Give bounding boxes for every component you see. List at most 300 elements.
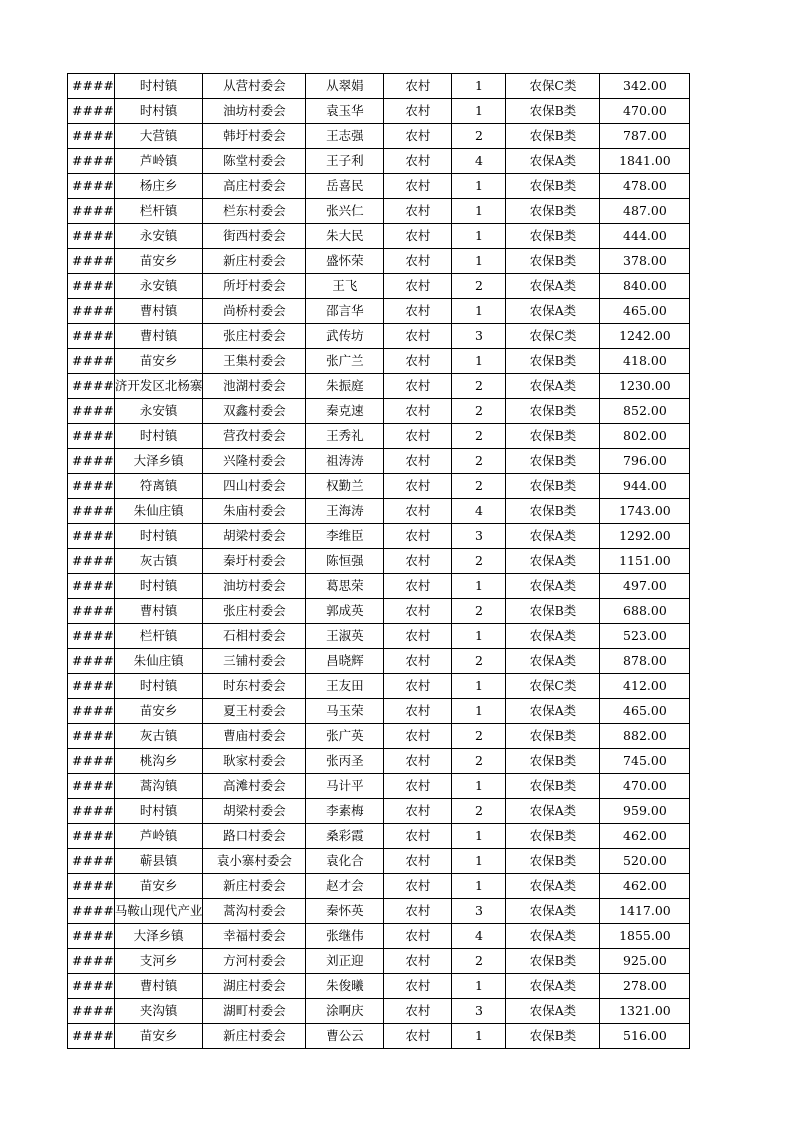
village-committee-cell: 夏王村委会 [203,699,306,724]
village-committee-cell: 蒿沟村委会 [203,899,306,924]
person-name-cell: 张继伟 [306,924,384,949]
insurance-class-cell: 农保A类 [506,524,600,549]
person-name-cell: 朱俊曦 [306,974,384,999]
insurance-class-cell: 农保A类 [506,549,600,574]
record-id-cell: #### [68,224,115,249]
amount-cell: 1743.00 [600,499,690,524]
insurance-class-cell: 农保B类 [506,774,600,799]
table-row [68,1024,690,1049]
amount-cell: 470.00 [600,774,690,799]
town-cell: 蒿沟镇 [114,774,203,799]
village-committee-cell: 兴隆村委会 [203,449,306,474]
person-name-cell: 昌晓辉 [306,649,384,674]
town-cell: 永安镇 [114,274,203,299]
town-cell: 曹村镇 [114,599,203,624]
village-committee-cell: 路口村委会 [203,824,306,849]
area-type-cell: 农村 [384,149,452,174]
insurance-class-cell: 农保B类 [506,424,600,449]
record-id-cell: #### [68,874,115,899]
table-row [68,274,690,299]
person-name-cell: 张丙圣 [306,749,384,774]
village-committee-cell: 营孜村委会 [203,424,306,449]
town-cell: 蕲县镇 [114,849,203,874]
table-row [68,299,690,324]
table-row [68,999,690,1024]
table-row [68,924,690,949]
amount-cell: 796.00 [600,449,690,474]
town-cell: 时村镇 [114,524,203,549]
table-row [68,949,690,974]
household-count-cell: 2 [452,599,506,624]
record-id-cell: #### [68,399,115,424]
area-type-cell: 农村 [384,949,452,974]
town-cell: 时村镇 [114,424,203,449]
insurance-class-cell: 农保B类 [506,124,600,149]
amount-cell: 470.00 [600,99,690,124]
area-type-cell: 农村 [384,249,452,274]
insurance-class-cell: 农保A类 [506,149,600,174]
table-row [68,199,690,224]
record-id-cell: #### [68,474,115,499]
village-committee-cell: 新庄村委会 [203,1024,306,1049]
village-committee-cell: 王集村委会 [203,349,306,374]
insurance-class-cell: 农保B类 [506,224,600,249]
person-name-cell: 张广兰 [306,349,384,374]
amount-cell: 462.00 [600,874,690,899]
person-name-cell: 朱大民 [306,224,384,249]
person-name-cell: 曹公云 [306,1024,384,1049]
record-id-cell: #### [68,374,115,399]
area-type-cell: 农村 [384,724,452,749]
amount-cell: 787.00 [600,124,690,149]
record-id-cell: #### [68,274,115,299]
town-cell: 时村镇 [114,74,203,99]
village-committee-cell: 袁小寨村委会 [203,849,306,874]
area-type-cell: 农村 [384,499,452,524]
household-count-cell: 1 [452,224,506,249]
village-committee-cell: 街西村委会 [203,224,306,249]
table-row [68,599,690,624]
household-count-cell: 2 [452,474,506,499]
town-cell: 永安镇 [114,399,203,424]
table-row [68,349,690,374]
town-cell: 济开发区北杨寨 [114,374,203,399]
village-committee-cell: 秦圩村委会 [203,549,306,574]
person-name-cell: 葛思荣 [306,574,384,599]
town-cell: 时村镇 [114,99,203,124]
table-row [68,224,690,249]
household-count-cell: 1 [452,1024,506,1049]
person-name-cell: 桑彩霞 [306,824,384,849]
village-committee-cell: 陈堂村委会 [203,149,306,174]
town-cell: 曹村镇 [114,324,203,349]
table-row [68,699,690,724]
table-row [68,424,690,449]
town-cell: 支河乡 [114,949,203,974]
area-type-cell: 农村 [384,399,452,424]
insurance-class-cell: 农保B类 [506,249,600,274]
person-name-cell: 张广英 [306,724,384,749]
table-row [68,499,690,524]
village-committee-cell: 双鑫村委会 [203,399,306,424]
person-name-cell: 袁玉华 [306,99,384,124]
household-count-cell: 2 [452,374,506,399]
insurance-class-cell: 农保B类 [506,499,600,524]
household-count-cell: 1 [452,299,506,324]
amount-cell: 465.00 [600,699,690,724]
record-id-cell: #### [68,599,115,624]
village-committee-cell: 方河村委会 [203,949,306,974]
town-cell: 大泽乡镇 [114,449,203,474]
amount-cell: 465.00 [600,299,690,324]
insurance-class-cell: 农保C类 [506,324,600,349]
table-row [68,74,690,99]
village-committee-cell: 所圩村委会 [203,274,306,299]
household-count-cell: 1 [452,349,506,374]
insurance-class-cell: 农保A类 [506,699,600,724]
table-row [68,774,690,799]
record-id-cell: #### [68,99,115,124]
insurance-class-cell: 农保B类 [506,1024,600,1049]
area-type-cell: 农村 [384,349,452,374]
record-id-cell: #### [68,899,115,924]
household-count-cell: 4 [452,499,506,524]
amount-cell: 444.00 [600,224,690,249]
area-type-cell: 农村 [384,924,452,949]
table-row [68,249,690,274]
record-id-cell: #### [68,324,115,349]
insurance-class-cell: 农保A类 [506,999,600,1024]
village-committee-cell: 曹庙村委会 [203,724,306,749]
person-name-cell: 盛怀荣 [306,249,384,274]
person-name-cell: 李维臣 [306,524,384,549]
area-type-cell: 农村 [384,624,452,649]
area-type-cell: 农村 [384,374,452,399]
person-name-cell: 刘正迎 [306,949,384,974]
amount-cell: 523.00 [600,624,690,649]
area-type-cell: 农村 [384,1024,452,1049]
table-row [68,324,690,349]
record-id-cell: #### [68,774,115,799]
town-cell: 大营镇 [114,124,203,149]
person-name-cell: 王飞 [306,274,384,299]
town-cell: 马鞍山现代产业 [114,899,203,924]
amount-cell: 959.00 [600,799,690,824]
amount-cell: 802.00 [600,424,690,449]
record-id-cell: #### [68,299,115,324]
area-type-cell: 农村 [384,524,452,549]
town-cell: 灰古镇 [114,549,203,574]
household-count-cell: 2 [452,449,506,474]
town-cell: 栏杆镇 [114,199,203,224]
household-count-cell: 1 [452,99,506,124]
area-type-cell: 农村 [384,124,452,149]
table-row [68,749,690,774]
amount-cell: 882.00 [600,724,690,749]
person-name-cell: 王海涛 [306,499,384,524]
table-row [68,149,690,174]
table-row [68,799,690,824]
area-type-cell: 农村 [384,774,452,799]
household-count-cell: 4 [452,149,506,174]
insurance-class-cell: 农保C类 [506,674,600,699]
household-count-cell: 1 [452,824,506,849]
area-type-cell: 农村 [384,449,452,474]
record-id-cell: #### [68,974,115,999]
town-cell: 杨庄乡 [114,174,203,199]
person-name-cell: 赵才会 [306,874,384,899]
amount-cell: 840.00 [600,274,690,299]
record-id-cell: #### [68,949,115,974]
insurance-class-cell: 农保B类 [506,174,600,199]
amount-cell: 1855.00 [600,924,690,949]
area-type-cell: 农村 [384,799,452,824]
insurance-class-cell: 农保A类 [506,374,600,399]
area-type-cell: 农村 [384,474,452,499]
insurance-class-cell: 农保A类 [506,799,600,824]
amount-cell: 1841.00 [600,149,690,174]
record-id-cell: #### [68,424,115,449]
table-row [68,124,690,149]
amount-cell: 878.00 [600,649,690,674]
village-committee-cell: 尚桥村委会 [203,299,306,324]
amount-cell: 925.00 [600,949,690,974]
record-id-cell: #### [68,199,115,224]
village-committee-cell: 高庄村委会 [203,174,306,199]
amount-cell: 1321.00 [600,999,690,1024]
insurance-class-cell: 农保A类 [506,574,600,599]
area-type-cell: 农村 [384,599,452,624]
village-committee-cell: 四山村委会 [203,474,306,499]
amount-cell: 852.00 [600,399,690,424]
town-cell: 苗安乡 [114,349,203,374]
village-committee-cell: 胡梁村委会 [203,524,306,549]
person-name-cell: 陈恒强 [306,549,384,574]
amount-cell: 1417.00 [600,899,690,924]
record-id-cell: #### [68,799,115,824]
table-row [68,874,690,899]
area-type-cell: 农村 [384,424,452,449]
table-row [68,824,690,849]
person-name-cell: 马计平 [306,774,384,799]
amount-cell: 412.00 [600,674,690,699]
household-count-cell: 1 [452,574,506,599]
area-type-cell: 农村 [384,324,452,349]
records-table [67,73,690,1049]
household-count-cell: 2 [452,274,506,299]
insurance-class-cell: 农保B类 [506,449,600,474]
village-committee-cell: 韩圩村委会 [203,124,306,149]
insurance-class-cell: 农保A类 [506,649,600,674]
amount-cell: 462.00 [600,824,690,849]
table-row [68,374,690,399]
town-cell: 苗安乡 [114,699,203,724]
household-count-cell: 2 [452,749,506,774]
person-name-cell: 王秀礼 [306,424,384,449]
record-id-cell: #### [68,349,115,374]
insurance-class-cell: 农保B类 [506,724,600,749]
table-row [68,524,690,549]
village-committee-cell: 湖庄村委会 [203,974,306,999]
table-row [68,674,690,699]
household-count-cell: 2 [452,424,506,449]
record-id-cell: #### [68,549,115,574]
table-row [68,974,690,999]
record-id-cell: #### [68,1024,115,1049]
town-cell: 芦岭镇 [114,149,203,174]
insurance-class-cell: 农保A类 [506,299,600,324]
area-type-cell: 农村 [384,974,452,999]
area-type-cell: 农村 [384,899,452,924]
insurance-class-cell: 农保B类 [506,949,600,974]
household-count-cell: 1 [452,249,506,274]
household-count-cell: 3 [452,899,506,924]
record-id-cell: #### [68,999,115,1024]
village-committee-cell: 油坊村委会 [203,574,306,599]
amount-cell: 278.00 [600,974,690,999]
person-name-cell: 王友田 [306,674,384,699]
household-count-cell: 1 [452,74,506,99]
amount-cell: 745.00 [600,749,690,774]
town-cell: 苗安乡 [114,1024,203,1049]
town-cell: 大泽乡镇 [114,924,203,949]
town-cell: 永安镇 [114,224,203,249]
village-committee-cell: 新庄村委会 [203,874,306,899]
village-committee-cell: 从营村委会 [203,74,306,99]
town-cell: 曹村镇 [114,299,203,324]
town-cell: 时村镇 [114,574,203,599]
table-row [68,549,690,574]
person-name-cell: 武传坊 [306,324,384,349]
person-name-cell: 秦怀英 [306,899,384,924]
area-type-cell: 农村 [384,649,452,674]
amount-cell: 487.00 [600,199,690,224]
person-name-cell: 朱振庭 [306,374,384,399]
town-cell: 夹沟镇 [114,999,203,1024]
insurance-class-cell: 农保A类 [506,274,600,299]
record-id-cell: #### [68,749,115,774]
table-row [68,174,690,199]
amount-cell: 944.00 [600,474,690,499]
town-cell: 朱仙庄镇 [114,499,203,524]
household-count-cell: 3 [452,999,506,1024]
records-table-body [68,74,690,1049]
table-row [68,399,690,424]
record-id-cell: #### [68,124,115,149]
household-count-cell: 1 [452,849,506,874]
insurance-class-cell: 农保B类 [506,474,600,499]
table-row [68,474,690,499]
person-name-cell: 邵言华 [306,299,384,324]
household-count-cell: 1 [452,624,506,649]
area-type-cell: 农村 [384,824,452,849]
person-name-cell: 张兴仁 [306,199,384,224]
village-committee-cell: 朱庙村委会 [203,499,306,524]
amount-cell: 688.00 [600,599,690,624]
village-committee-cell: 湖町村委会 [203,999,306,1024]
household-count-cell: 1 [452,174,506,199]
person-name-cell: 王志强 [306,124,384,149]
table-row [68,574,690,599]
household-count-cell: 4 [452,924,506,949]
area-type-cell: 农村 [384,224,452,249]
household-count-cell: 2 [452,799,506,824]
area-type-cell: 农村 [384,274,452,299]
insurance-class-cell: 农保B类 [506,849,600,874]
amount-cell: 1242.00 [600,324,690,349]
town-cell: 苗安乡 [114,874,203,899]
area-type-cell: 农村 [384,874,452,899]
person-name-cell: 秦克速 [306,399,384,424]
household-count-cell: 2 [452,724,506,749]
amount-cell: 478.00 [600,174,690,199]
village-committee-cell: 张庄村委会 [203,324,306,349]
insurance-class-cell: 农保B类 [506,399,600,424]
town-cell: 时村镇 [114,799,203,824]
insurance-class-cell: 农保B类 [506,199,600,224]
town-cell: 苗安乡 [114,249,203,274]
area-type-cell: 农村 [384,74,452,99]
area-type-cell: 农村 [384,999,452,1024]
household-count-cell: 2 [452,549,506,574]
insurance-class-cell: 农保A类 [506,624,600,649]
amount-cell: 1230.00 [600,374,690,399]
village-committee-cell: 栏东村委会 [203,199,306,224]
person-name-cell: 权勤兰 [306,474,384,499]
area-type-cell: 农村 [384,749,452,774]
person-name-cell: 袁化合 [306,849,384,874]
record-id-cell: #### [68,574,115,599]
town-cell: 时村镇 [114,674,203,699]
village-committee-cell: 新庄村委会 [203,249,306,274]
insurance-class-cell: 农保A类 [506,974,600,999]
table-row [68,649,690,674]
town-cell: 符离镇 [114,474,203,499]
town-cell: 芦岭镇 [114,824,203,849]
insurance-class-cell: 农保C类 [506,74,600,99]
record-id-cell: #### [68,924,115,949]
record-id-cell: #### [68,499,115,524]
village-committee-cell: 高滩村委会 [203,774,306,799]
amount-cell: 342.00 [600,74,690,99]
town-cell: 曹村镇 [114,974,203,999]
village-committee-cell: 三铺村委会 [203,649,306,674]
record-id-cell: #### [68,174,115,199]
record-id-cell: #### [68,674,115,699]
area-type-cell: 农村 [384,549,452,574]
village-committee-cell: 耿家村委会 [203,749,306,774]
area-type-cell: 农村 [384,299,452,324]
household-count-cell: 1 [452,774,506,799]
area-type-cell: 农村 [384,699,452,724]
household-count-cell: 1 [452,974,506,999]
household-count-cell: 3 [452,324,506,349]
table-row [68,624,690,649]
person-name-cell: 马玉荣 [306,699,384,724]
insurance-class-cell: 农保B类 [506,599,600,624]
household-count-cell: 1 [452,699,506,724]
village-committee-cell: 张庄村委会 [203,599,306,624]
amount-cell: 520.00 [600,849,690,874]
person-name-cell: 王淑英 [306,624,384,649]
record-id-cell: #### [68,724,115,749]
household-count-cell: 1 [452,674,506,699]
record-id-cell: #### [68,824,115,849]
amount-cell: 418.00 [600,349,690,374]
area-type-cell: 农村 [384,849,452,874]
table-row [68,724,690,749]
insurance-class-cell: 农保B类 [506,824,600,849]
